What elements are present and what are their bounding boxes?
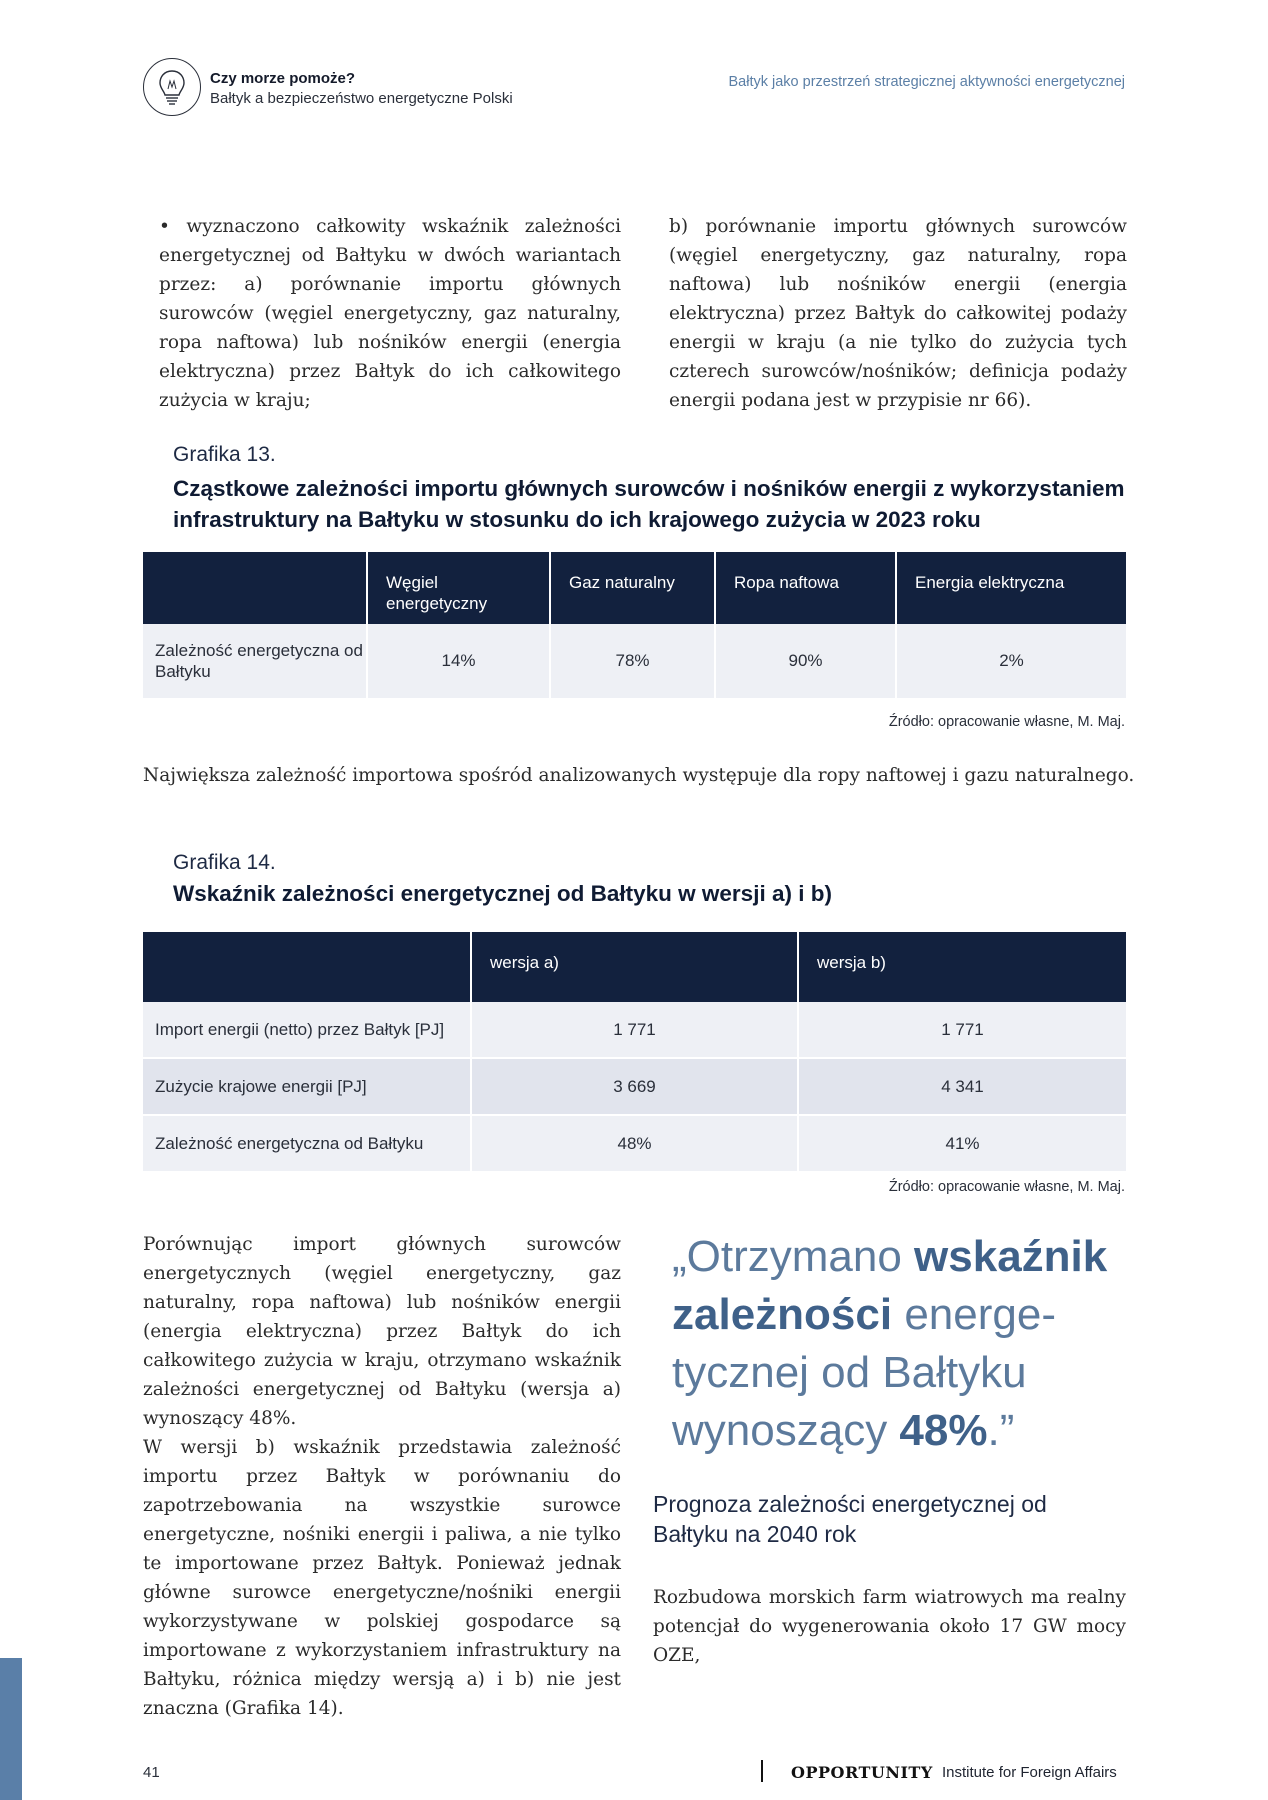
table-cell: 41% bbox=[798, 1115, 1126, 1172]
body-paragraph: Rozbudowa morskich farm wiatrowych ma realny potencjał do wygenerowania około 17 GW mocy OZE, bbox=[653, 1587, 1126, 1666]
logo bbox=[143, 58, 201, 116]
table-cell: 4 341 bbox=[798, 1058, 1126, 1115]
grafika13-title: Cząstkowe zależności importu głównych surowców i nośników energii z wykorzystaniem infrastruktury na Bałtyku w stosunku do ich krajowego zużycia w 2023 roku bbox=[173, 476, 1125, 532]
header-section-title: Bałtyk jako przestrzeń strategicznej aktywności energetycznej bbox=[728, 74, 1125, 90]
table-header-cell: Ropa naftowa bbox=[715, 552, 896, 624]
table-cell: 1 771 bbox=[471, 1002, 798, 1058]
table-cell: 1 771 bbox=[798, 1002, 1126, 1058]
grafika14-source: Źródło: opracowanie własne, M. Maj. bbox=[888, 1179, 1125, 1195]
page-number: 41 bbox=[143, 1764, 160, 1781]
grafika13-label: Grafika 13. bbox=[173, 443, 276, 466]
table-cell: 90% bbox=[715, 624, 896, 699]
table-header-cell: wersja b) bbox=[798, 932, 1126, 1002]
grafika14-label: Grafika 14. bbox=[173, 851, 276, 874]
table-header-cell bbox=[143, 552, 367, 624]
header-title: Czy morze pomoże? bbox=[210, 70, 356, 87]
grafika14-title: Wskaźnik zależności energetycznej od Bałtyku w wersji a) i b) bbox=[173, 881, 832, 906]
table-header-row bbox=[143, 552, 1126, 624]
table-cell: 78% bbox=[550, 624, 715, 699]
table-cell: 2% bbox=[896, 624, 1126, 699]
header-subtitle: Bałtyk a bezpieczeństwo energetyczne Polski bbox=[210, 90, 513, 107]
quote-emphasis: wskaźnik zależności bbox=[672, 1232, 1108, 1339]
footer-divider bbox=[761, 1760, 763, 1782]
accent-bar bbox=[0, 1658, 22, 1800]
table-cell: 48% bbox=[471, 1115, 798, 1172]
table-header-cell: Gaz naturalny bbox=[550, 552, 715, 624]
table-cell: 14% bbox=[367, 624, 550, 699]
intro-left-text: • wyznaczono całkowity wskaźnik zależności energetycznej od Bałtyku w dwóch wariantach przez: a) porównanie importu głównych surowców (węgiel energetyczny, gaz naturalny, ropa naftowa) lub nośników energii (energia elektryczna) przez Bałtyk do ich całkowitego zużycia w kraju; bbox=[159, 216, 621, 411]
pull-quote bbox=[672, 1228, 1142, 1460]
quote-text: energetycznej od Bałtyku wynoszący bbox=[672, 1290, 1056, 1455]
quote-text: .” bbox=[987, 1406, 1015, 1455]
row-label: Zależność energetyczna od Bałtyku bbox=[143, 624, 367, 699]
intro-left-column bbox=[159, 212, 621, 415]
row-label: Import energii (netto) przez Bałtyk [PJ] bbox=[143, 1002, 471, 1058]
grafika14-table bbox=[143, 932, 1126, 1173]
body-paragraph: W wersji b) wskaźnik przedstawia zależność importu przez Bałtyk w porównaniu do zapotrzebowania na wszystkie surowce energetyczne, nośniki energii i paliwa, a nie tylko te importowane przez Bałtyk. Ponieważ jednak główne surowce energetyczne/nośniki energii wykorzystywane w polskiej gospodarce są importowane z wykorzystaniem infrastruktury na Bałtyku, różnica między wersją a) i b) nie jest znaczna (Grafika 14). bbox=[143, 1437, 621, 1719]
lightbulb-icon bbox=[144, 59, 200, 115]
table-row bbox=[143, 1115, 1126, 1172]
table-row bbox=[143, 1002, 1126, 1058]
intro-right-text: b) porównanie importu głównych surowców (węgiel energetyczny, gaz naturalny, ropa naftowa) lub nośników energii (energia elektryczna) przez Bałtyk do całkowitej podaży energii w kraju (a nie tylko do zużycia tych czterech surowców/nośników; definicja podaży energii podana jest w przypisie nr 66). bbox=[669, 216, 1127, 411]
grafika13-source: Źródło: opracowanie własne, M. Maj. bbox=[888, 714, 1125, 730]
body-right-column bbox=[653, 1583, 1126, 1670]
mid-paragraph: Największa zależność importowa spośród analizowanych występuje dla ropy naftowej i gazu naturalnego. bbox=[143, 765, 1135, 786]
row-label: Zależność energetyczna od Bałtyku bbox=[143, 1115, 471, 1172]
table-header-cell bbox=[143, 932, 471, 1002]
table-header-cell: wersja a) bbox=[471, 932, 798, 1002]
row-label: Zużycie krajowe energii [PJ] bbox=[143, 1058, 471, 1115]
table-header-cell: Węgiel energetyczny bbox=[367, 552, 550, 624]
table-row bbox=[143, 624, 1126, 699]
table-cell: 3 669 bbox=[471, 1058, 798, 1115]
intro-right-column bbox=[669, 212, 1127, 415]
table-header-cell: Energia elektryczna bbox=[896, 552, 1126, 624]
table-row bbox=[143, 1058, 1126, 1115]
footer-institute: Institute for Foreign Affairs bbox=[942, 1764, 1117, 1781]
footer-brand: OPPORTUNITY bbox=[791, 1763, 933, 1782]
section-heading: Prognoza zależności energetycznej od Bałtyku na 2040 rok bbox=[653, 1491, 1047, 1547]
body-paragraph: Porównując import głównych surowców energetycznych (węgiel energetyczny, gaz naturalny, ropa naftowa) lub nośników energii (energia elektryczna) przez Bałtyk do ich całkowitego zużycia w kraju, otrzymano wskaźnik zależności energetycznej od Bałtyku (wersja a) wynoszący 48%. bbox=[143, 1234, 621, 1429]
quote-emphasis: 48% bbox=[899, 1406, 988, 1455]
quote-text: „Otrzymano bbox=[672, 1232, 915, 1281]
body-left-column bbox=[143, 1230, 621, 1723]
grafika13-table bbox=[143, 552, 1126, 700]
table-header-row bbox=[143, 932, 1126, 1002]
